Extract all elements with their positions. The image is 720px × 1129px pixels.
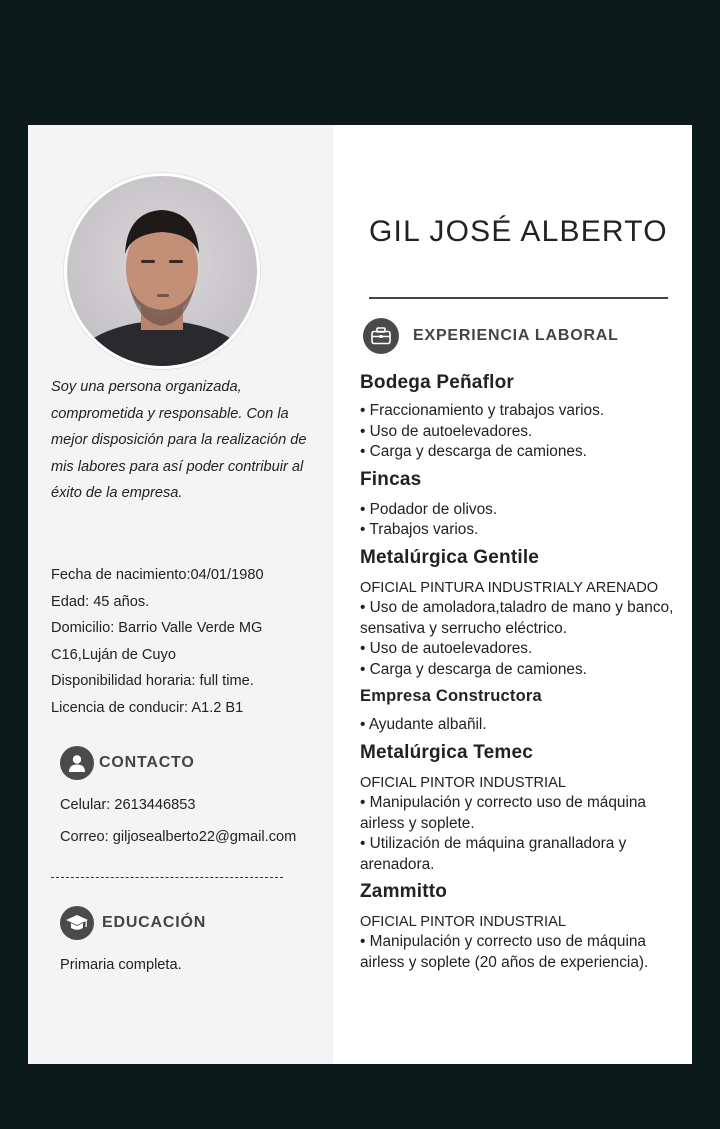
- job-role: OFICIAL PINTURA INDUSTRIALY ARENADO: [360, 579, 659, 596]
- name-underline: [369, 297, 668, 299]
- contact-phone: Celular: 2613446853: [60, 797, 196, 813]
- divider: [51, 877, 283, 878]
- detail-address-line-2: C16,Luján de Cuyo: [51, 646, 176, 663]
- detail-address: Domicilio: Barrio Valle Verde MG: [51, 620, 263, 637]
- job-bullet: • Podador de olivos.: [360, 500, 498, 518]
- job-bullet: • Ayudante albañil.: [360, 716, 487, 734]
- job-bullet: • Utilización de máquina granalladora y arenadora.: [360, 835, 627, 873]
- detail-age: Edad: 45 años.: [51, 593, 150, 610]
- job-company: Fincas: [360, 468, 422, 490]
- job-bullets: [360, 793, 685, 875]
- briefcase-icon: [363, 318, 399, 354]
- main-content: [333, 125, 692, 1064]
- job-bullets: [360, 598, 685, 680]
- contact-header: [60, 746, 195, 780]
- job-item: [360, 371, 685, 463]
- profile-photo: [64, 173, 260, 369]
- personal-details: [51, 562, 331, 722]
- job-role: OFICIAL PINTOR INDUSTRIAL: [360, 774, 566, 791]
- job-bullet: • Uso de autoelevadores.: [360, 422, 533, 440]
- job-bullet: • Carga y descarga de camiones.: [360, 660, 587, 678]
- contact-title: CONTACTO: [99, 754, 195, 771]
- experience-header: [363, 318, 619, 354]
- job-company: Zammitto: [360, 881, 448, 903]
- job-company: Metalúrgica Temec: [360, 741, 534, 763]
- job-bullets: [360, 715, 685, 736]
- job-item: [360, 468, 685, 541]
- job-bullets: [360, 401, 685, 463]
- experience-list: [360, 371, 685, 974]
- graduation-cap-icon: [60, 906, 94, 940]
- job-company: Empresa Constructora: [360, 687, 542, 706]
- job-item: [360, 880, 685, 973]
- resume-page: [28, 125, 692, 1064]
- job-bullet: • Manipulación y correcto uso de máquina airless y soplete (20 años de experiencia).: [360, 933, 649, 971]
- job-item: [360, 741, 685, 875]
- job-bullet: • Carga y descarga de camiones.: [360, 443, 587, 461]
- detail-license: Licencia de conducir: A1.2 B1: [51, 699, 244, 716]
- job-bullet: • Trabajos varios.: [360, 521, 479, 539]
- detail-availability: Disponibilidad horaria: full time.: [51, 673, 254, 690]
- job-bullets: [360, 932, 685, 973]
- education-header: [60, 906, 206, 940]
- full-name: GIL JOSÉ ALBERTO: [369, 215, 668, 248]
- detail-birthdate: Fecha de nacimiento:04/01/1980: [51, 567, 264, 583]
- education-title: EDUCACIÓN: [102, 914, 207, 931]
- job-bullet: • Fraccionamiento y trabajos varios.: [360, 402, 605, 419]
- job-bullet: • Uso de amoladora,taladro de mano y banco, sensativa y serrucho eléctrico.: [360, 598, 674, 637]
- job-bullets: [360, 500, 685, 541]
- contact-email: Correo: giljosealberto22@gmail.com: [60, 829, 297, 845]
- sidebar: [28, 125, 333, 1064]
- job-bullet: • Manipulación y correcto uso de máquina airless y soplete.: [360, 793, 646, 832]
- job-company: Metalúrgica Gentile: [360, 546, 540, 568]
- person-icon: [60, 746, 94, 780]
- job-item: [360, 546, 685, 680]
- job-item: [360, 685, 685, 736]
- experience-title: EXPERIENCIA LABORAL: [413, 327, 619, 344]
- education-text: Primaria completa.: [60, 957, 182, 973]
- job-role: OFICIAL PINTOR INDUSTRIAL: [360, 914, 566, 931]
- job-bullet: • Uso de autoelevadores.: [360, 640, 533, 658]
- job-company: Bodega Peñaflor: [360, 372, 514, 393]
- about-text: Soy una persona organizada, comprometida y responsable. Con la mejor disposición para la realización de mis labores para así poder contribuir al éxito de la empresa.: [51, 379, 307, 502]
